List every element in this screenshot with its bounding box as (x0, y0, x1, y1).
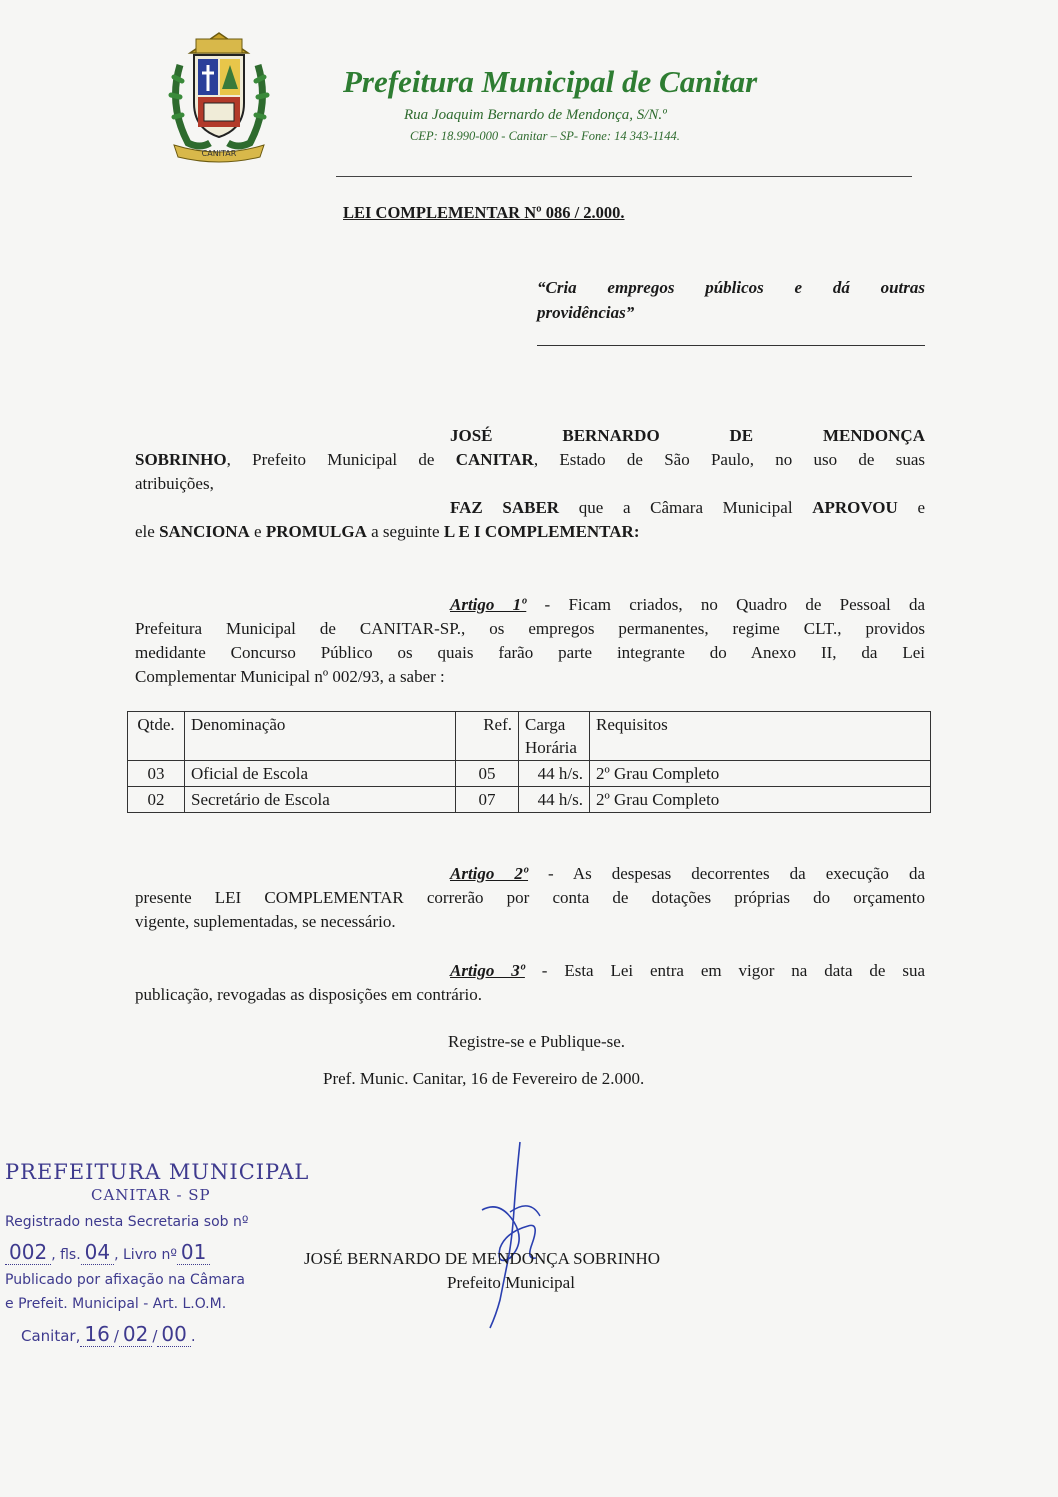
artigo-3-line-1 (135, 959, 925, 983)
artigo-1-line-1 (135, 593, 925, 617)
stamp-registered: Registrado nesta Secretaria sob nº (5, 1214, 249, 1230)
artigo-1-line-3: medidante Concurso Público os quais farão parte integrante do Anexo II, da Lei (135, 643, 925, 662)
stamp-year: 00 (157, 1322, 190, 1347)
preamble-text: ele (135, 522, 160, 541)
cell-requisitos: 2º Grau Completo (590, 761, 931, 787)
lei-complementar: L E I COMPLEMENTAR: (443, 522, 640, 541)
preamble-text: e (897, 498, 926, 517)
artigo-1 (135, 593, 925, 689)
header-requisitos: Requisitos (590, 712, 931, 761)
jobs-table (127, 711, 931, 813)
stamp-published: Publicado por afixação na Câmara (5, 1272, 245, 1288)
header-horaria: Horária (525, 738, 577, 757)
stamp-date: Canitar, 16 / 02 / 00 . (21, 1322, 196, 1346)
preamble-text: a seguinte (366, 522, 444, 541)
header-qtde: Qtde. (128, 712, 185, 761)
ementa-divider (537, 345, 925, 346)
stamp-fls-label: , fls. (51, 1247, 81, 1263)
cell-qtde: 03 (128, 761, 185, 787)
cell-carga: 44 h/s. (519, 787, 590, 813)
faz-saber: FAZ SABER (450, 498, 560, 517)
artigo-3 (135, 959, 925, 1007)
artigo-3-line-2: publicação, revogadas as disposições em contrário. (135, 985, 482, 1004)
cell-ref: 07 (456, 787, 519, 813)
table-header-row (128, 712, 931, 761)
stamp-livro-label: , Livro nº (114, 1247, 177, 1263)
preamble-text: , Prefeito Municipal de (226, 450, 456, 469)
artigo-2-label: Artigo 2º (450, 864, 529, 883)
header-carga-horaria (519, 712, 590, 761)
law-ementa (537, 275, 925, 325)
stamp-city: CANITAR - SP (91, 1186, 211, 1204)
stamp-month: 02 (119, 1322, 152, 1347)
cell-denominacao: Secretário de Escola (185, 787, 456, 813)
table-row (128, 761, 931, 787)
mayor-surname: SOBRINHO (135, 450, 227, 469)
cell-denominacao: Oficial de Escola (185, 761, 456, 787)
header-denominacao: Denominação (185, 712, 456, 761)
artigo-2 (135, 862, 925, 934)
stamp-canitar-label: Canitar, (21, 1327, 81, 1345)
city-name: CANITAR (455, 450, 534, 469)
faz-saber-line (135, 496, 925, 520)
artigo-text: - Ficam criados, no Quadro de Pessoal da (526, 595, 926, 614)
header-divider (336, 176, 912, 177)
artigo-2-line-3: vigente, suplementadas, se necessário. (135, 912, 396, 931)
artigo-1-line-4: Complementar Municipal nº 002/93, a saber : (135, 667, 445, 686)
promulga: PROMULGA (265, 522, 367, 541)
artigo-1-label: Artigo 1º (450, 595, 527, 614)
place-date-line: Pref. Munic. Canitar, 16 de Fevereiro de 2.000. (323, 1069, 645, 1088)
cell-ref: 05 (456, 761, 519, 787)
ementa-line-2: providências” (537, 303, 635, 322)
crest-ribbon-text: CANITAR (201, 149, 237, 158)
signatory-role: Prefeito Municipal (447, 1273, 575, 1292)
municipality-title: Prefeitura Municipal de Canitar (343, 64, 758, 99)
mayor-signature (470, 1140, 560, 1330)
table-row (128, 787, 931, 813)
registre-publique: Registre-se e Publique-se. (448, 1032, 626, 1051)
municipality-address: Rua Joaquim Bernardo de Mendonça, S/N.º (404, 107, 667, 123)
artigo-text: - As despesas decorrentes da execução da (528, 864, 925, 883)
mayor-name-line: JOSÉ BERNARDO DE MENDONÇA (450, 426, 925, 445)
cell-carga: 44 h/s. (519, 761, 590, 787)
municipality-cep-phone: CEP: 18.990-000 - Canitar – SP- Fone: 14 343-1144. (410, 129, 680, 143)
municipal-crest-logo (160, 25, 278, 165)
artigo-2-line-1 (135, 862, 925, 886)
preamble-line-3: atribuições, (135, 474, 214, 493)
artigo-2-line-2: presente LEI COMPLEMENTAR correrão por conta de dotações próprias do orçamento (135, 888, 925, 907)
sanciona-line (135, 520, 925, 544)
preamble-text: e (249, 522, 266, 541)
stamp-article: e Prefeit. Municipal - Art. L.O.M. (5, 1296, 227, 1312)
sanciona: SANCIONA (159, 522, 250, 541)
artigo-text: - Esta Lei entra em vigor na data de sua (524, 961, 926, 980)
ementa-line-1: “Cria empregos públicos e dá outras (537, 278, 925, 297)
preamble-text: , Estado de São Paulo, no uso de suas (533, 450, 925, 469)
preamble-paragraph (135, 424, 925, 544)
stamp-livro-value: 01 (177, 1240, 210, 1265)
stamp-day: 16 (80, 1322, 113, 1347)
preamble-line-2 (135, 448, 925, 472)
stamp-registry-numbers (5, 1240, 345, 1264)
cell-qtde: 02 (128, 787, 185, 813)
stamp-fls-value: 04 (81, 1240, 114, 1265)
law-title: LEI COMPLEMENTAR Nº 086 / 2.000. (343, 203, 625, 222)
artigo-1-line-2: Prefeitura Municipal de CANITAR-SP., os empregos permanentes, regime CLT., providos (135, 619, 925, 638)
cell-requisitos: 2º Grau Completo (590, 787, 931, 813)
aprovou: APROVOU (812, 498, 898, 517)
header-ref: Ref. (456, 712, 519, 761)
stamp-reg-number: 002 (5, 1240, 51, 1265)
stamp-title: PREFEITURA MUNICIPAL (5, 1160, 310, 1184)
artigo-3-label: Artigo 3º (450, 961, 525, 980)
header-carga: Carga (525, 715, 566, 734)
signatory-name: JOSÉ BERNARDO DE MENDONÇA SOBRINHO (304, 1249, 661, 1268)
registry-stamp (5, 1160, 345, 1346)
preamble-text: que a Câmara Municipal (559, 498, 813, 517)
